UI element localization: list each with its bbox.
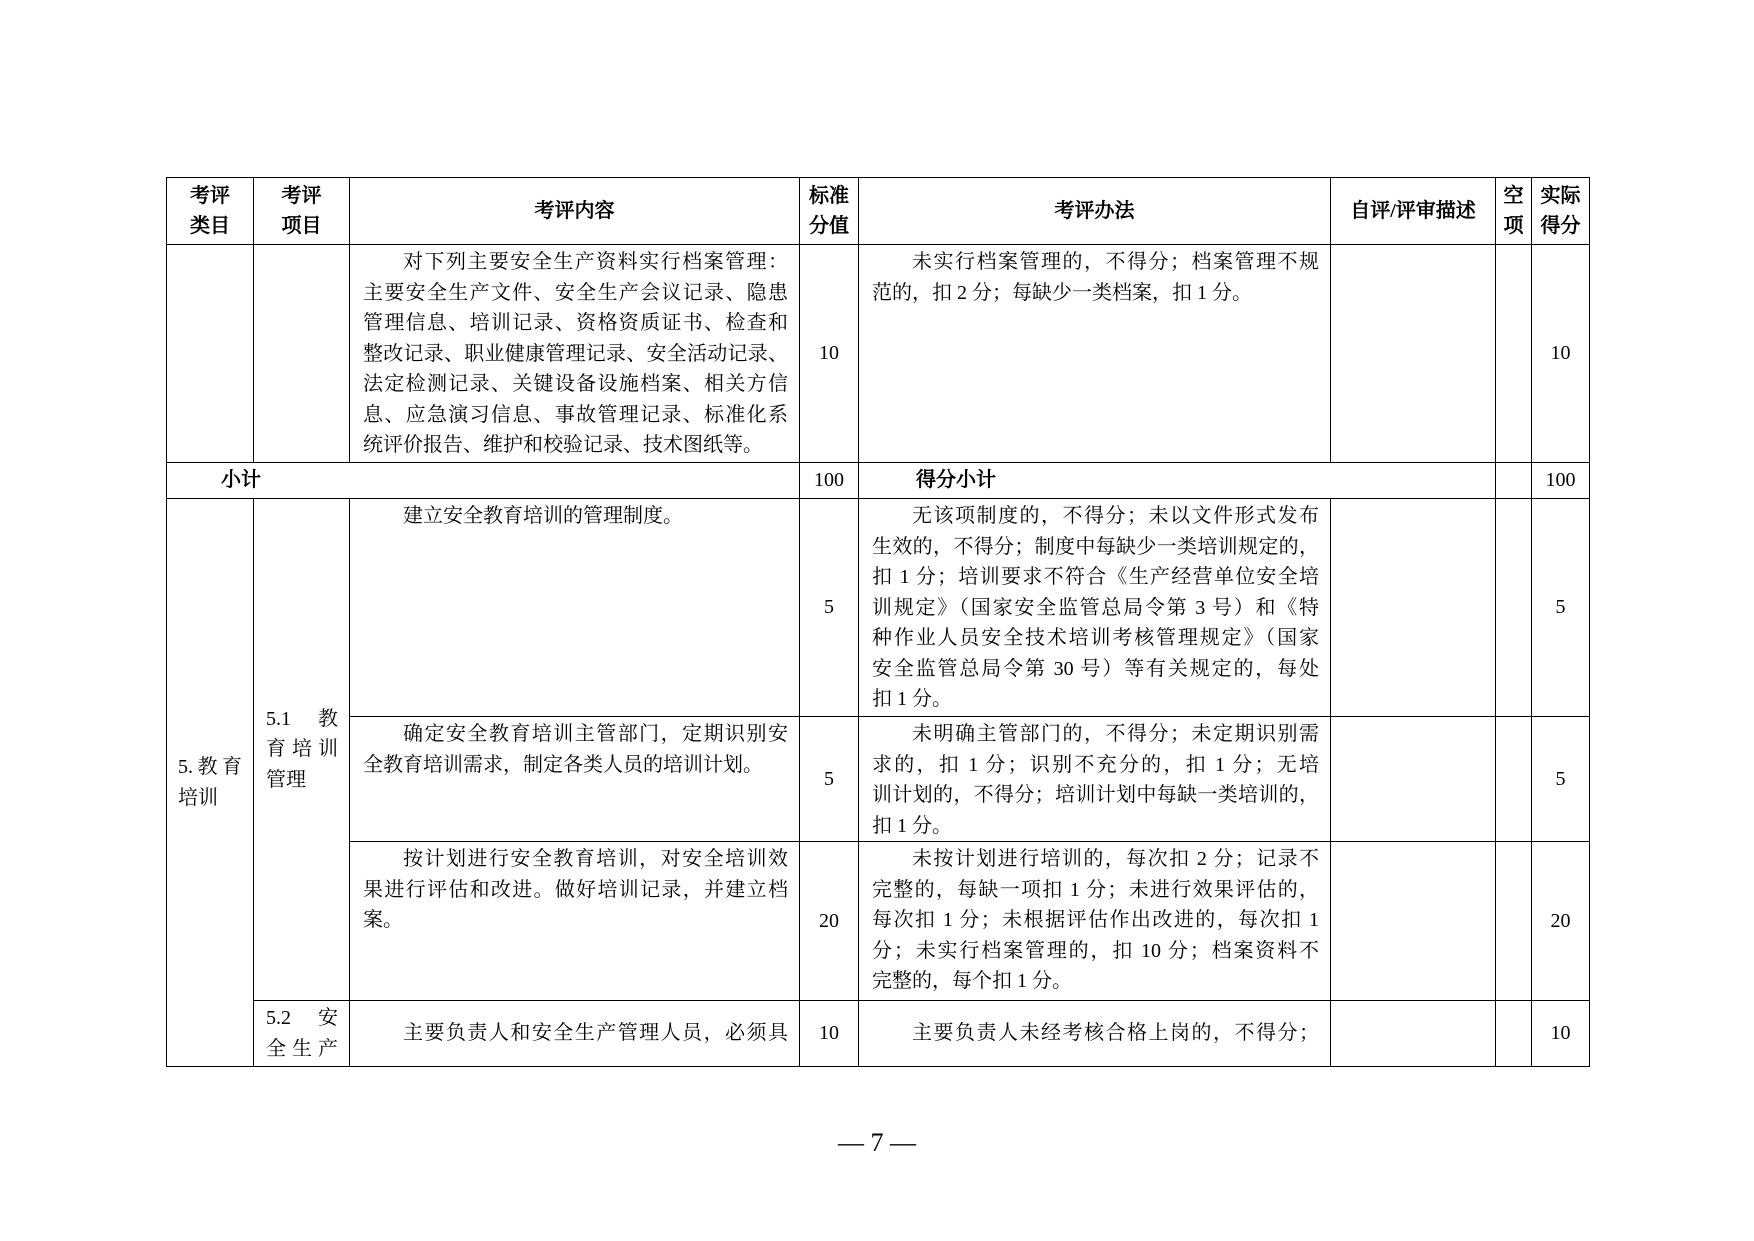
text-line: 扣 1 分；培训要求不符合《生产经营单位安全培 [872, 566, 1319, 588]
not-applicable-cell [1496, 463, 1532, 499]
table-row [167, 717, 1590, 842]
text-line: 扣 1 分。 [872, 688, 952, 710]
text-line: 训规定》（国家安全监管总局令第 3 号）和《特 [872, 596, 1319, 619]
text-line: 管理 [266, 768, 306, 791]
not-applicable-cell [1496, 717, 1532, 842]
category-cell [167, 499, 254, 1067]
content-text [363, 1018, 788, 1049]
text-line: 确定安全教育培训主管部门，定期识别安 [403, 723, 788, 745]
subtotal-actual-score: 100 [1532, 463, 1590, 499]
content-text [363, 247, 788, 461]
method-text [872, 501, 1319, 715]
text-line: 案。 [363, 909, 403, 931]
item-text [266, 1003, 338, 1064]
header-self-review [1331, 178, 1496, 245]
subtotal-standard-score: 100 [800, 463, 859, 499]
self-review-cell [1331, 842, 1496, 1001]
item-cell [254, 245, 350, 463]
table-row [167, 1001, 1590, 1067]
text-line: 考评 [281, 184, 322, 207]
text-line: 主要负责人和安全生产管理人员，必须具 [403, 1022, 788, 1045]
text-line: 统评价报告、维护和校验记录、技术图纸等。 [363, 434, 763, 456]
text-line: 项 [1503, 215, 1524, 237]
text-line: 管理信息、培训记录、资格资质证书、检查和 [363, 312, 788, 334]
method-text [872, 1018, 1319, 1049]
text-line: 训计划的，不得分；培训计划中每缺一类培训的， [872, 784, 1319, 806]
self-review-cell [1331, 1001, 1496, 1067]
content-cell [350, 499, 800, 717]
item-cell [254, 1001, 350, 1067]
not-applicable-cell [1496, 842, 1532, 1001]
content-cell [350, 1001, 800, 1067]
method-cell [859, 1001, 1331, 1067]
not-applicable-cell [1496, 1001, 1532, 1067]
category-text [178, 752, 242, 813]
text-line: 法定检测记录、关键设备设施档案、相关方信 [363, 373, 788, 395]
text-line: 分；未实行档案管理的，扣 10 分；档案资料不 [872, 939, 1319, 962]
text-line: 整改记录、职业健康管理记录、安全活动记录、 [363, 342, 788, 365]
header-actual-score [1532, 178, 1590, 245]
text-line: 未明确主管部门的，不得分；未定期识别需 [912, 723, 1319, 745]
content-text [363, 719, 788, 780]
text-line: 空 [1503, 184, 1524, 207]
standard-score-cell: 10 [800, 245, 859, 463]
standard-score-cell: 5 [800, 499, 859, 717]
text-line: 5.2 安 [266, 1007, 338, 1029]
text-line: 果进行评估和改进。做好培训记录，并建立档 [363, 878, 788, 901]
text-line: 类目 [190, 215, 230, 237]
text-line: 自评/评审描述 [1350, 199, 1476, 222]
text-line: 种作业人员安全技术培训考核管理规定》（国家 [872, 627, 1319, 649]
header-category [167, 178, 254, 245]
content-text [363, 501, 788, 532]
text-line: 每次扣 1 分；未根据评估作出改进的，每次扣 1 [872, 909, 1319, 931]
text-line: 无该项制度的，不得分；未以文件形式发布 [912, 505, 1319, 527]
category-cell [167, 245, 254, 463]
text-line: 考评 [190, 184, 230, 207]
content-cell [350, 717, 800, 842]
text-line: 生效的，不得分；制度中每缺少一类培训规定的， [872, 535, 1319, 558]
subtotal-label: 小计 [167, 463, 800, 499]
text-line: 全生产 [266, 1037, 338, 1060]
not-applicable-cell [1496, 499, 1532, 717]
text-line: 主要负责人未经考核合格上岗的，不得分； [912, 1022, 1319, 1045]
actual-score-cell: 20 [1532, 842, 1590, 1001]
method-cell [859, 245, 1331, 463]
text-line: 求的，扣 1 分；识别不充分的，扣 1 分；无培 [872, 753, 1319, 776]
item-text [266, 704, 338, 796]
header-item [254, 178, 350, 245]
header-row [167, 178, 1590, 245]
text-line: 完整的，每缺一项扣 1 分；未进行效果评估的， [872, 878, 1319, 901]
actual-score-cell: 10 [1532, 1001, 1590, 1067]
text-line: 培训 [178, 786, 218, 809]
table-row [167, 842, 1590, 1001]
table-row [167, 499, 1590, 717]
actual-score-cell: 5 [1532, 499, 1590, 717]
text-line: 项目 [281, 215, 322, 237]
text-line: 范的，扣 2 分；每缺少一类档案，扣 1 分。 [872, 281, 1252, 304]
page-number: — 7 — [838, 1128, 916, 1157]
standard-score-cell: 5 [800, 717, 859, 842]
not-applicable-cell [1496, 245, 1532, 463]
self-review-cell [1331, 499, 1496, 717]
content-cell [350, 245, 800, 463]
self-review-cell [1331, 245, 1496, 463]
header-content [350, 178, 800, 245]
text-line: 全教育培训需求，制定各类人员的培训计划。 [363, 753, 763, 776]
header-method [859, 178, 1331, 245]
text-line: 主要安全生产文件、安全生产会议记录、隐患 [363, 281, 788, 304]
text-line: 标准 [809, 184, 849, 207]
text-line: 完整的，每个扣 1 分。 [872, 970, 1072, 992]
text-line: 育培训 [266, 738, 338, 761]
text-line: 息、应急演习信息、事故管理记录、标准化系 [363, 403, 788, 426]
evaluation-table [166, 177, 1590, 1067]
method-cell [859, 499, 1331, 717]
standard-score-cell: 10 [800, 1001, 859, 1067]
content-cell [350, 842, 800, 1001]
actual-score-cell: 5 [1532, 717, 1590, 842]
text-line: 考评办法 [1054, 199, 1135, 222]
content-text [363, 844, 788, 936]
actual-score-cell: 10 [1532, 245, 1590, 463]
table-row [167, 245, 1590, 463]
header-not-applicable [1496, 178, 1532, 245]
text-line: 得分 [1540, 215, 1581, 237]
standard-score-cell: 20 [800, 842, 859, 1001]
text-line: 对下列主要安全生产资料实行档案管理： [403, 251, 788, 273]
subtotal-row [167, 463, 1590, 499]
text-line: 分值 [809, 215, 849, 237]
score-subtotal-label: 得分小计 [859, 463, 1496, 499]
item-cell [254, 499, 350, 1001]
text-line: 未实行档案管理的，不得分；档案管理不规 [912, 251, 1319, 273]
method-cell [859, 717, 1331, 842]
method-text [872, 844, 1319, 997]
method-cell [859, 842, 1331, 1001]
text-line: 考评内容 [534, 199, 615, 222]
text-line: 安全监管总局令第 30 号）等有关规定的，每处 [872, 657, 1319, 680]
method-text [872, 247, 1319, 308]
method-text [872, 719, 1319, 841]
text-line: 实际 [1540, 184, 1581, 207]
text-line: 未按计划进行培训的，每次扣 2 分；记录不 [912, 848, 1319, 870]
text-line: 建立安全教育培训的管理制度。 [403, 505, 683, 527]
self-review-cell [1331, 717, 1496, 842]
text-line: 扣 1 分。 [872, 814, 952, 837]
text-line: 5.教育 [178, 756, 242, 778]
text-line: 按计划进行安全教育培训，对安全培训效 [403, 848, 788, 870]
header-standard-score [800, 178, 859, 245]
text-line: 5.1 教 [266, 707, 338, 730]
